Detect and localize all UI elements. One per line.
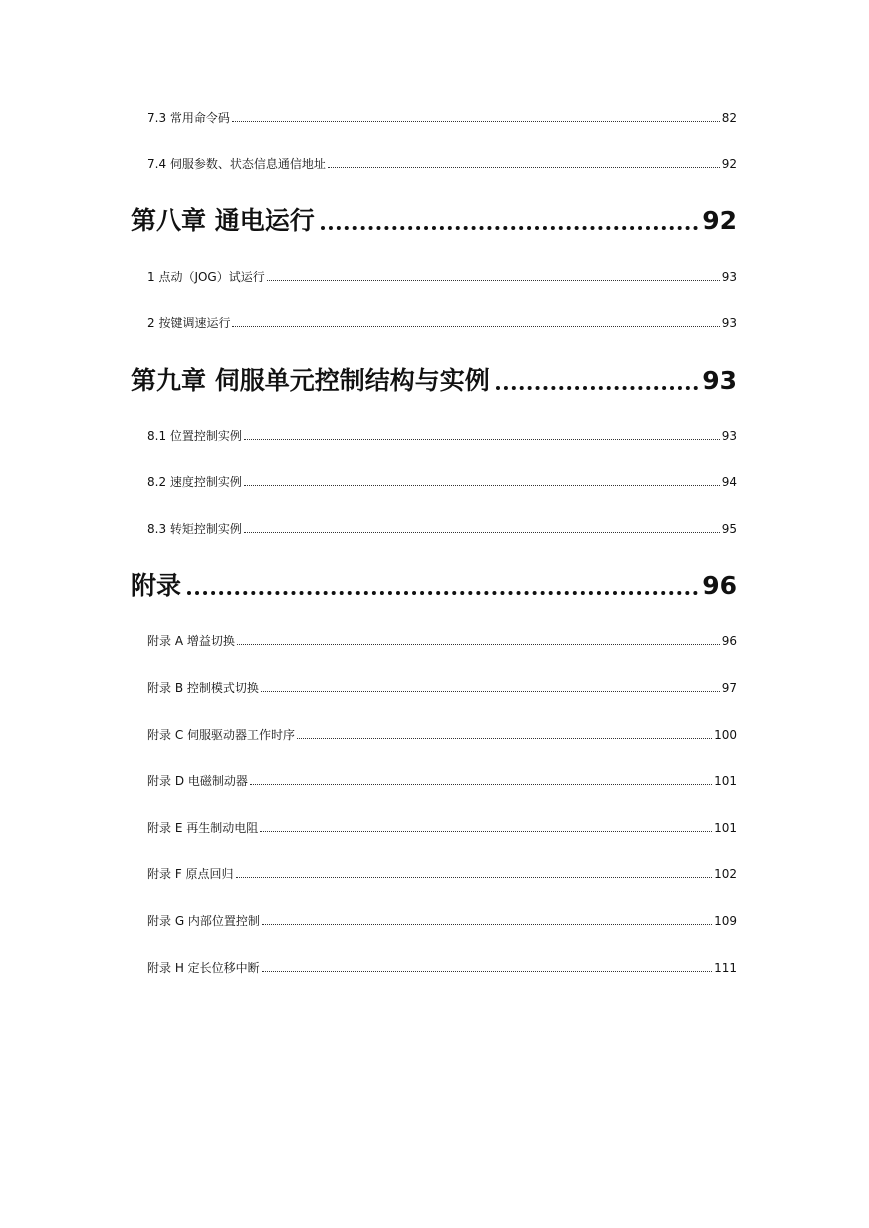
dot-leader: [321, 226, 698, 230]
toc-entry-appendix-b[interactable]: [147, 680, 737, 696]
dot-leader: [261, 691, 720, 692]
toc-entry-appendix-f[interactable]: [147, 866, 737, 882]
toc-entry-title: 附录 E 再生制动电阻: [147, 821, 259, 835]
toc-entry-title: 8.3 转矩控制实例: [147, 522, 242, 536]
toc-entry-jog[interactable]: [147, 269, 737, 285]
toc-entry-page: 101: [714, 821, 737, 835]
dot-leader: [260, 831, 712, 832]
toc-chapter-title: 附录: [131, 571, 182, 600]
toc-entry-page: 109: [714, 914, 737, 928]
toc-entry-title: 8.1 位置控制实例: [147, 429, 242, 443]
toc-entry-appendix-d[interactable]: [147, 773, 737, 789]
toc-entry-page: 93: [721, 429, 737, 443]
toc-entry-page: 93: [721, 270, 737, 284]
toc-entry-title: 7.3 常用命令码: [147, 111, 230, 125]
toc-entry-page: 102: [714, 867, 737, 881]
toc-entry-title: 2 按键调速运行: [147, 316, 231, 330]
toc-chapter-page: 92: [702, 206, 737, 235]
toc-entry-title: 附录 D 电磁制动器: [147, 774, 248, 788]
toc-entry-appendix-g[interactable]: [147, 913, 737, 929]
toc-chapter-appendix[interactable]: [131, 569, 737, 603]
toc-entry-page: 96: [721, 634, 737, 648]
toc-entry-page: 94: [721, 475, 737, 489]
toc-entry-7-4[interactable]: [147, 156, 737, 172]
dot-leader: [267, 280, 720, 281]
dot-leader: [237, 644, 720, 645]
toc-entry-page: 95: [721, 522, 737, 536]
toc-entry-8-1[interactable]: [147, 428, 737, 444]
toc-entry-key-speed[interactable]: [147, 315, 737, 331]
toc-chapter-page: 93: [702, 366, 737, 395]
toc-entry-page: 93: [721, 316, 737, 330]
toc-chapter-page: 96: [702, 571, 737, 600]
dot-leader: [297, 738, 712, 739]
toc-entry-appendix-e[interactable]: [147, 820, 737, 836]
toc-entry-page: 92: [721, 157, 737, 171]
toc-entry-title: 附录 G 内部位置控制: [147, 914, 260, 928]
toc-entry-appendix-a[interactable]: [147, 633, 737, 649]
toc-entry-title: 附录 C 伺服驱动器工作时序: [147, 728, 296, 742]
dot-leader: [244, 439, 720, 440]
toc-entry-page: 82: [721, 111, 737, 125]
dot-leader: [262, 924, 712, 925]
toc-entry-title: 附录 F 原点回归: [147, 867, 234, 881]
toc-entry-appendix-h[interactable]: [147, 960, 737, 976]
dot-leader: [496, 386, 698, 390]
dot-leader: [244, 485, 720, 486]
dot-leader: [187, 591, 698, 595]
toc-entry-appendix-c[interactable]: [147, 727, 737, 743]
toc-entry-page: 97: [721, 681, 737, 695]
toc-entry-title: 附录 A 增益切换: [147, 634, 235, 648]
toc-entry-8-2[interactable]: [147, 474, 737, 490]
toc-entry-page: 111: [714, 961, 737, 975]
toc-entry-7-3[interactable]: [147, 110, 737, 126]
dot-leader: [244, 532, 720, 533]
dot-leader: [232, 121, 720, 122]
toc-entry-page: 100: [714, 728, 737, 742]
dot-leader: [328, 167, 720, 168]
toc-entry-title: 7.4 伺服参数、状态信息通信地址: [147, 157, 326, 171]
toc-entry-title: 1 点动（JOG）试运行: [147, 270, 265, 284]
toc-entry-page: 101: [714, 774, 737, 788]
toc-chapter-9[interactable]: [131, 364, 737, 398]
toc-entry-title: 附录 B 控制模式切换: [147, 681, 259, 695]
toc-entry-8-3[interactable]: [147, 521, 737, 537]
dot-leader: [236, 877, 713, 878]
toc-chapter-title: 第八章 通电运行: [131, 206, 315, 235]
toc-entry-title: 附录 H 定长位移中断: [147, 961, 260, 975]
dot-leader: [262, 971, 712, 972]
toc-chapter-title: 第九章 伺服单元控制结构与实例: [131, 366, 490, 395]
toc-chapter-8[interactable]: [131, 204, 737, 238]
dot-leader: [250, 784, 712, 785]
toc-entry-title: 8.2 速度控制实例: [147, 475, 242, 489]
dot-leader: [232, 326, 719, 327]
